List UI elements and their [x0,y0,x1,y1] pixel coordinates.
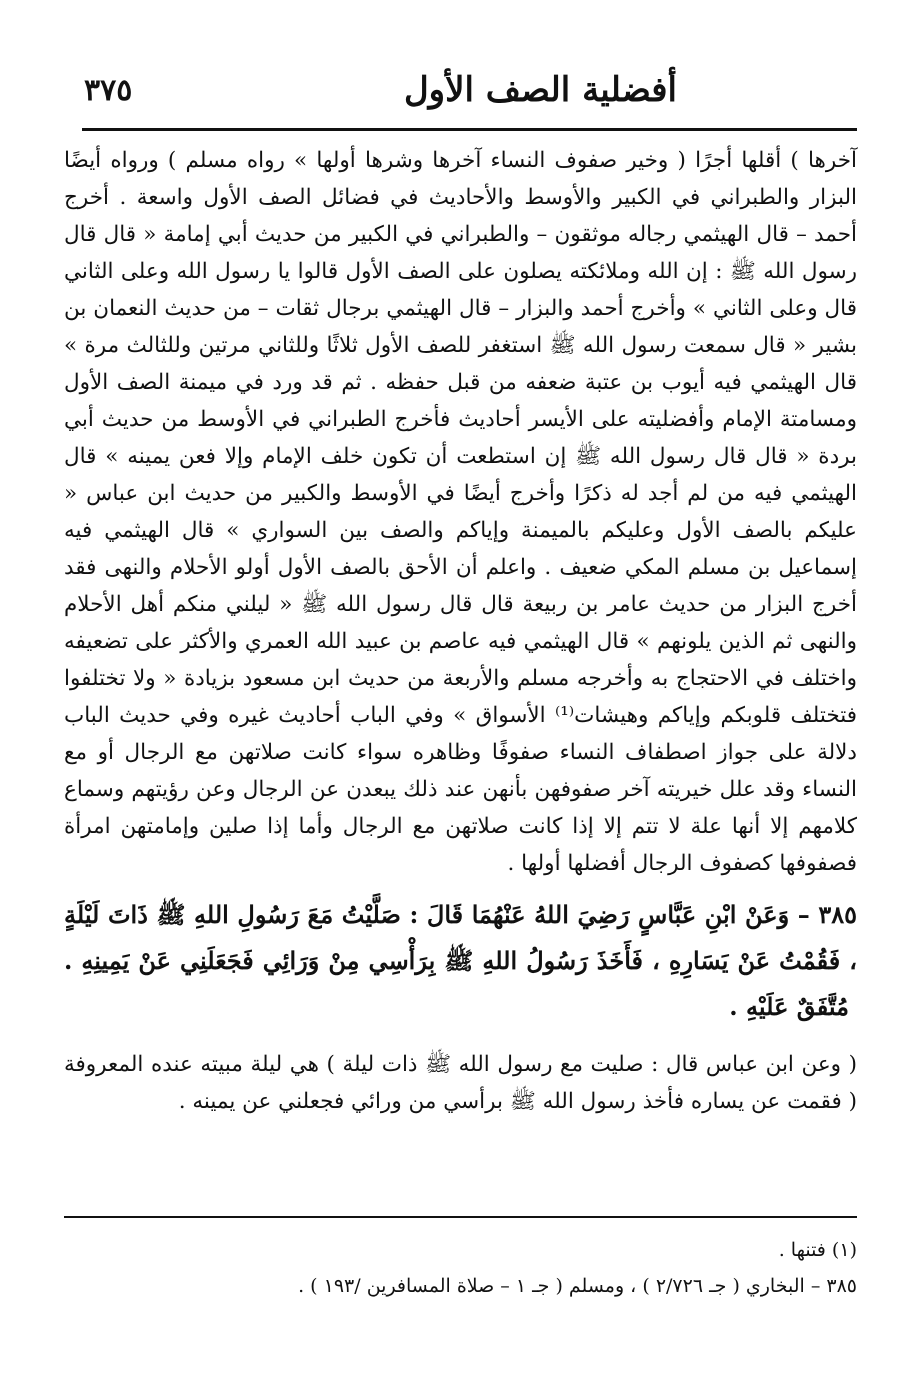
hadith-source: مُتَّفَقٌ عَلَيْهِ . [729,992,849,1021]
footnote-rule [64,1216,857,1218]
page-header [64,60,857,120]
hadith-paragraph [64,892,857,1030]
header-rule [82,128,857,131]
main-text [64,142,857,1120]
footnote-2: ٣٨٥ – البخاري ( جـ ٢/٧٢٦ ) ، ومسلم ( جـ ١ – صلاة المسافرين /١٩٣ ) . [298,1275,857,1297]
running-title: أفضلية الصف الأول [403,70,677,110]
commentary-paragraph: آخرها ) أقلها أجرًا ( وخير صفوف النساء آخرها وشرها أولها » رواه مسلم ) ورواه أيضًا البزار والطبراني في الكبير والأوسط والأحاديث في فضائل الصف الأول واسعة . أخرج أحمد – قال الهيثمي رجاله موثقون – والطبراني في الكبير من حديث أبي إمامة « قال قال رسول الله ﷺ : إن الله وملائكته يصلون على الصف الأول قالوا يا رسول الله وعلى الثاني قال وعلى الثاني » وأخرج أحمد والبزار – قال الهيثمي برجال ثقات – من حديث النعمان بن بشير « قال سمعت رسول الله ﷺ استغفر للصف الأول ثلاثًا وللثاني مرتين وللثالث مرة » قال الهيثمي فيه أيوب بن عتبة ضعفه من قبل حفظه . ثم قد ورد في ميمنة الصف الأول ومسامتة الإمام وأفضليته على الأيسر أحاديث فأخرج الطبراني في الأوسط من حديث أبي بردة « قال قال رسول الله ﷺ إن استطعت أن تكون خلف الإمام وإلا فعن يمينه » قال الهيثمي فيه من لم أجد له ذكرًا وأخرج أيضًا في الأوسط والكبير من حديث ابن عباس « عليكم بالصف الأول وعليكم بالميمنة وإياكم والصف بين السواري » قال الهيثمي فيه إسماعيل بن مسلم المكي ضعيف . واعلم أن الأحق بالصف الأول أولو الأحلام والنهى فقد أخرج البزار من حديث عامر بن ربيعة قال قال رسول الله ﷺ « ليلني منكم أهل الأحلام والنهى ثم الذين يلونهم » قال الهيثمي فيه عاصم بن عبيد الله العمري والأكثر على تضعيفه واختلف في الاحتجاج به وأخرجه مسلم والأربعة من حديث ابن مسعود بزيادة « ولا تختلفوا فتختلف قلوبكم وإياكم وهيشات⁽¹⁾ الأسواق » وفي الباب أحاديث غيره وفي حديث الباب دلالة على جواز اصطفاف النساء صفوفًا وظاهره سواء كانت صلاتهن مع الرجال أو مع النساء وقد علل خيريته آخر صفوفهن بأنهن عند ذلك يبعدن عن الرجال وعن رؤيتهم وسماع كلامهم إلا أنها علة لا تتم إلا إذا كانت صلاتهن مع الرجال وأما إذا صلين وإمامتهن امرأة فصفوفها كصفوف الرجال أفضلها أولها . [64,148,857,876]
hadith-text: ٣٨٥ – وَعَنْ ابْنِ عَبَّاسٍ رَضِيَ اللهُ عَنْهُمَا قَالَ : صَلَّيْتُ مَعَ رَسُولِ اللهِ ﷺ ذَاتَ لَيْلَةٍ ، فَقُمْتُ عَنْ يَسَارِهِ ، فَأَخَذَ رَسُولُ اللهِ ﷺ بِرَأْسِي مِنْ وَرَائِي فَجَعَلَنِي عَنْ يَمِينِهِ . [64,900,857,975]
footnote-1: (١) فتنها . [778,1239,857,1261]
page-number: ٣٧٥ [84,72,133,108]
footnotes [64,1232,857,1304]
explanation-paragraph: ( وعن ابن عباس قال : صليت مع رسول الله ﷺ ذات ليلة ) هي ليلة مبيته عنده المعروفة ( فقمت عن يساره فأخذ رسول الله ﷺ برأسي من ورائي فجعلني عن يمينه . [64,1052,857,1114]
